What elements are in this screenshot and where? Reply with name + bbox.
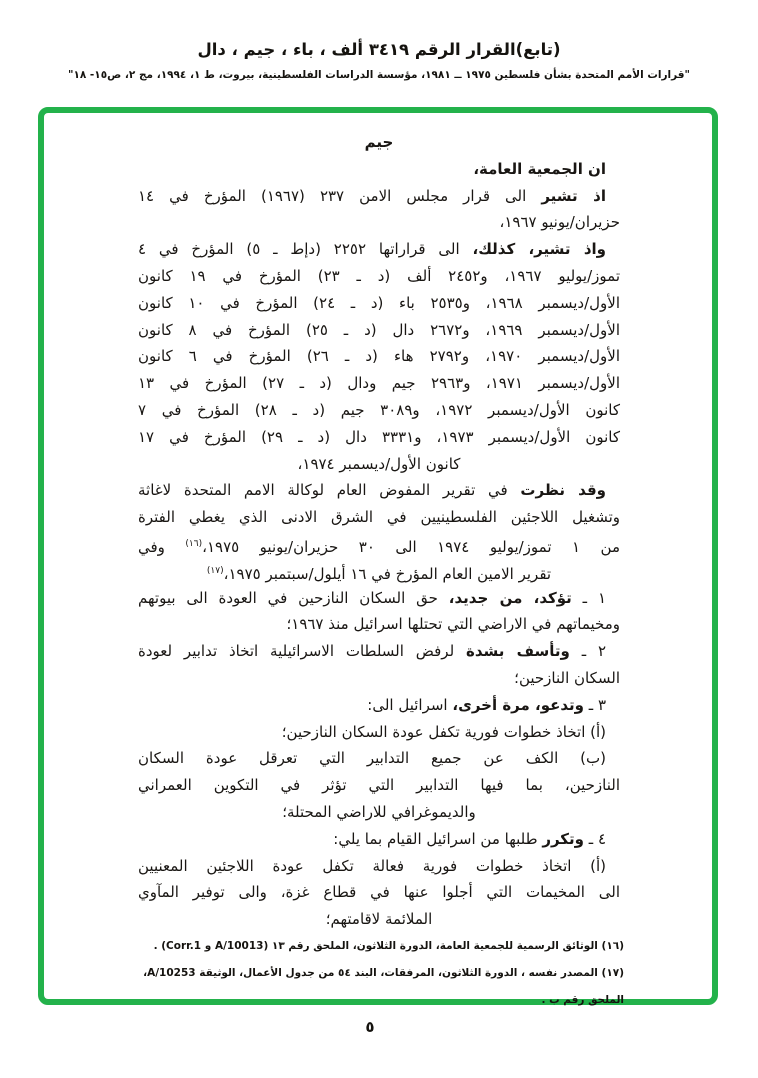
text-line: الأول/ديسمبر ١٩٧١، و٢٩٦٣ جيم ودال (د ـ ٢٧) المؤرخ في ١٣ bbox=[138, 374, 620, 393]
paragraph bbox=[138, 156, 620, 183]
resolution-title: (تابع)القرار الرقم ٣٤١٩ ألف ، باء ، جيم ، دال bbox=[197, 40, 561, 59]
text-line: النازحين، بما فيها التدابير التي تؤثر في التكوين العمراني bbox=[138, 776, 620, 795]
paragraph bbox=[138, 638, 620, 692]
footnote: (١٦) الوثائق الرسمية للجمعية العامة، الدورة الثلاثون، الملحق رقم ١٣ (A/10013 و Corr.1) . bbox=[153, 940, 624, 952]
paragraphs bbox=[138, 156, 620, 933]
page-number: ٥ bbox=[365, 1018, 375, 1036]
text-line: تقرير الامين العام المؤرخ في ١٦ أيلول/سبتمبر ١٩٧٥،$^{(١٧)}$ bbox=[206, 564, 552, 583]
text-line: واذ تشير، كذلك، الى قراراتها ٢٢٥٢ (دإط ـ ٥) المؤرخ في ٤ bbox=[138, 240, 606, 259]
text-line: الأول/ديسمبر ١٩٦٨، و٢٥٣٥ باء (د ـ ٢٤) المؤرخ في ١٠ كانون bbox=[138, 293, 621, 312]
footnote-list bbox=[116, 933, 624, 1007]
text-line: تموز/يوليو ١٩٦٧، و٢٤٥٢ ألف (د ـ ٢٣) المؤرخ في ١٩ كانون bbox=[138, 266, 620, 285]
page-header bbox=[0, 40, 758, 81]
text-line: حزيران/يونيو ١٩٦٧، bbox=[499, 213, 620, 232]
text-line: ومخيماتهم في الاراضي التي تحتلها اسرائيل منذ ١٩٦٧؛ bbox=[286, 615, 620, 634]
paragraph bbox=[138, 853, 620, 933]
text-line: من ١ تموز/يوليو ١٩٧٤ الى ٣٠ حزيران/يونيو ١٩٧٥،$^{(١٦)}$ وفي bbox=[138, 537, 621, 556]
text-line: ٢ ـ وتأسف بشدة لرفض السلطات الاسرائيلية اتخاذ تدابير لعودة bbox=[138, 642, 607, 661]
paragraph bbox=[138, 826, 620, 853]
text-line: وتشغيل اللاجئين الفلسطينيين في الشرق الادنى الذي يغطي الفترة bbox=[138, 508, 620, 527]
text-line: ١ ـ تؤكد، من جديد، حق السكان النازحين في العودة الى بيوتهم bbox=[138, 588, 606, 607]
text-line: اذ تشير الى قرار مجلس الامن ٢٣٧ (١٩٦٧) المؤرخ في ١٤ bbox=[138, 186, 606, 205]
text-line: (ب) الكف عن جميع التدابير التي تعرقل عودة السكان bbox=[138, 749, 606, 768]
text-line: ان الجمعية العامة، bbox=[473, 159, 606, 178]
body-text bbox=[138, 129, 620, 933]
text-line: ٣ ـ وتدعو، مرة أخرى، اسرائيل الى: bbox=[367, 695, 606, 714]
paragraph bbox=[138, 183, 620, 237]
text-line: كانون الأول/ديسمبر ١٩٧٣، و٣٣٣١ دال (د ـ ٢٩) المؤرخ في ١٧ bbox=[138, 427, 620, 446]
paragraph bbox=[138, 477, 620, 584]
text-line: وقد نظرت في تقرير المفوض العام لوكالة الامم المتحدة لاغاثة bbox=[138, 481, 606, 500]
text-line: كانون الأول/ديسمبر ١٩٧٢، و٣٠٨٩ جيم (د ـ ٢٨) المؤرخ في ٧ bbox=[138, 400, 620, 419]
paragraph bbox=[138, 236, 620, 477]
paragraph bbox=[138, 719, 620, 746]
text-line: كانون الأول/ديسمبر ١٩٧٤، bbox=[297, 454, 461, 473]
text-line: (أ) اتخاذ خطوات فورية فعالة تكفل عودة اللاجئين المعنيين bbox=[138, 856, 606, 875]
footnote-reference: (١٧) bbox=[206, 565, 224, 576]
section-heading: جيم bbox=[364, 133, 394, 151]
text-line: والديموغرافي للاراضي المحتلة؛ bbox=[282, 802, 476, 821]
source-citation: "قرارات الأمم المتحدة بشأن فلسطين ١٩٧٥ ــ ١٩٨١، مؤسسة الدراسات الفلسطينية، بيروت، ط ١، ١٩٩٤، مج ٢، ص١٥- ١٨" bbox=[67, 69, 691, 81]
paragraph bbox=[138, 745, 620, 825]
footnote-reference: (١٦) bbox=[185, 538, 203, 549]
paragraph bbox=[138, 692, 620, 719]
text-line: ٤ ـ وتكرر طلبها من اسرائيل القيام بما يلي: bbox=[333, 829, 606, 848]
text-line: الملائمة لاقامتهم؛ bbox=[325, 910, 433, 929]
text-line: (أ) اتخاذ خطوات فورية تكفل عودة السكان النازحين؛ bbox=[281, 722, 606, 741]
text-line: الأول/ديسمبر ١٩٧٠، و٢٧٩٢ هاء (د ـ ٢٦) المؤرخ في ٦ كانون bbox=[138, 347, 620, 366]
paragraph bbox=[138, 585, 620, 639]
text-line: السكان النازحين؛ bbox=[514, 668, 620, 687]
footnote: (١٧) المصدر نفسه ، الدورة الثلاثون، المرفقات، البند ٥٤ من جدول الأعمال، الوثيقة A/10253، الملحق رقم ب . bbox=[143, 967, 624, 1007]
text-line: الأول/ديسمبر ١٩٦٩، و٢٦٧٢ دال (د ـ ٢٥) المؤرخ في ٨ كانون bbox=[138, 320, 620, 339]
text-line: الى المخيمات التي أجلوا عنها في قطاع غزة، والى توفير المآوي bbox=[138, 883, 620, 902]
